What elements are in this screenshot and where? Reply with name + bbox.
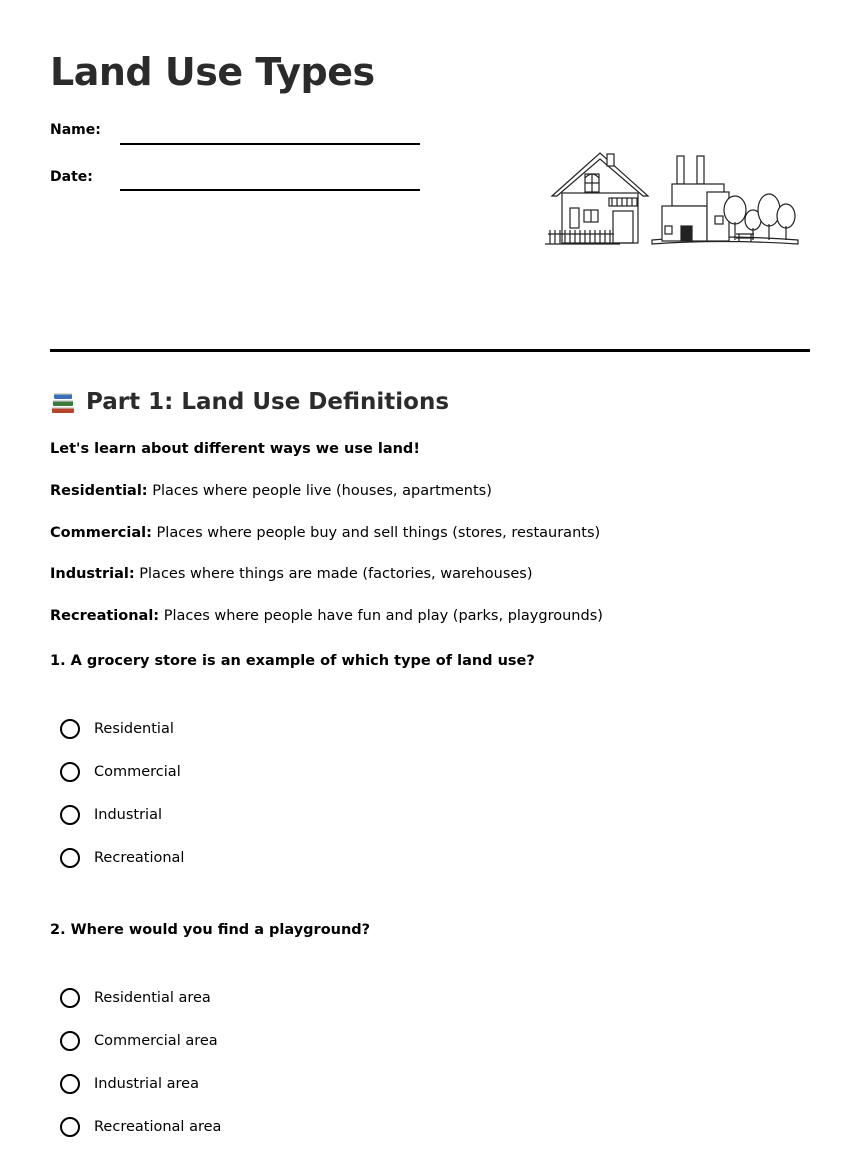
- definition-term: Commercial:: [50, 525, 152, 541]
- definition-text: Places where things are made (factories, warehouses): [134, 566, 533, 582]
- definition-residential: [50, 483, 492, 499]
- radio-button[interactable]: [60, 1074, 80, 1094]
- radio-button[interactable]: [60, 719, 80, 739]
- radio-button[interactable]: [60, 1031, 80, 1051]
- definition-term: Industrial:: [50, 566, 135, 582]
- definition-text: Places where people live (houses, apartments): [147, 483, 492, 499]
- q1-option-recreational[interactable]: [60, 848, 184, 868]
- q1-option-commercial[interactable]: [60, 762, 181, 782]
- section-intro: Let's learn about different ways we use land!: [50, 441, 420, 457]
- definition-commercial: [50, 525, 600, 541]
- option-label: Commercial area: [94, 1033, 218, 1049]
- radio-button[interactable]: [60, 988, 80, 1008]
- definition-text: Places where people buy and sell things (stores, restaurants): [151, 525, 601, 541]
- question-2-prompt: 2. Where would you find a playground?: [50, 922, 371, 938]
- section-heading: [50, 389, 449, 415]
- option-label: Recreational area: [94, 1119, 222, 1135]
- town-illustration: [540, 148, 802, 248]
- option-label: Recreational: [94, 850, 185, 866]
- section-divider: [50, 349, 810, 352]
- option-label: Industrial area: [94, 1076, 199, 1092]
- question-1-prompt: 1. A grocery store is an example of which type of land use?: [50, 653, 535, 669]
- q1-option-residential[interactable]: [60, 719, 174, 739]
- section-title: Part 1: Land Use Definitions: [86, 389, 450, 415]
- name-field[interactable]: [120, 143, 420, 145]
- definition-industrial: [50, 566, 533, 582]
- q2-option-residential[interactable]: [60, 988, 211, 1008]
- house-drawing: [545, 153, 648, 244]
- q2-option-commercial[interactable]: [60, 1031, 218, 1051]
- definition-recreational: [50, 608, 603, 624]
- q2-option-industrial[interactable]: [60, 1074, 199, 1094]
- page-title: Land Use Types: [50, 50, 375, 94]
- date-field[interactable]: [120, 189, 420, 191]
- q1-option-industrial[interactable]: [60, 805, 162, 825]
- name-label: Name:: [50, 122, 101, 138]
- radio-button[interactable]: [60, 805, 80, 825]
- option-label: Residential area: [94, 990, 211, 1006]
- radio-button[interactable]: [60, 1117, 80, 1137]
- option-label: Commercial: [94, 764, 181, 780]
- definition-text: Places where people have fun and play (parks, playgrounds): [159, 608, 603, 624]
- books-icon: [50, 389, 76, 415]
- q2-option-recreational[interactable]: [60, 1117, 221, 1137]
- trees-drawing: [724, 194, 795, 242]
- definition-term: Recreational:: [50, 608, 160, 624]
- radio-button[interactable]: [60, 762, 80, 782]
- option-label: Industrial: [94, 807, 163, 823]
- radio-button[interactable]: [60, 848, 80, 868]
- date-label: Date:: [50, 169, 93, 185]
- option-label: Residential: [94, 721, 174, 737]
- definition-term: Residential:: [50, 483, 148, 499]
